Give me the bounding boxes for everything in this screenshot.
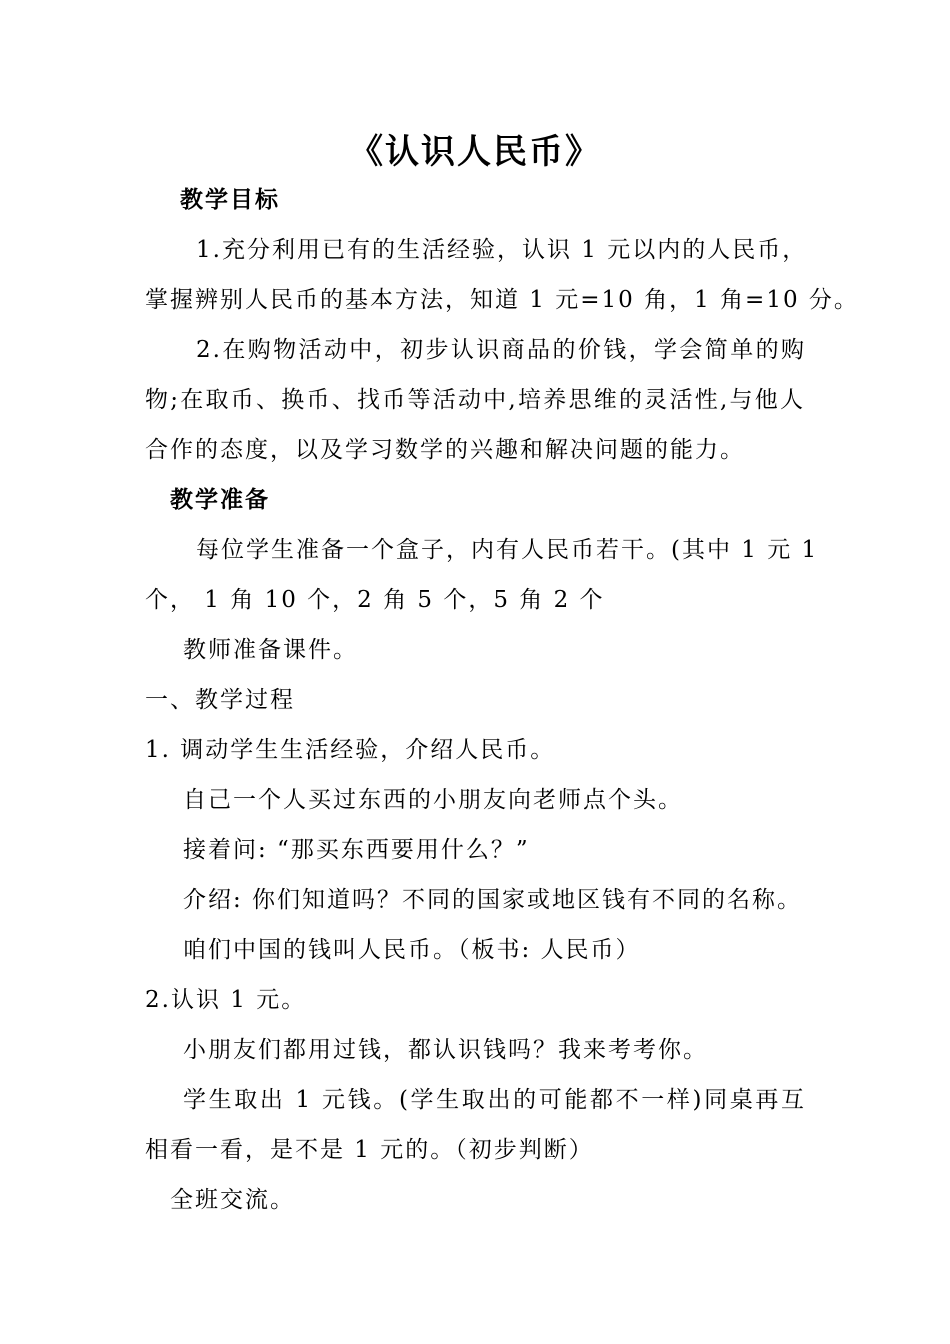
preparation-heading: 教学准备 xyxy=(170,487,270,513)
step-1-line-3: 介绍: 你们知道吗？不同的国家或地区钱有不同的名称。 xyxy=(183,887,803,913)
objective-2-line-2: 物;在取币、换币、找币等活动中,培养思维的灵活性,与他人 xyxy=(145,387,805,413)
step-1-line-4: 咱们中国的钱叫人民币。（板书: 人民币） xyxy=(183,937,641,963)
step-2-line-2b: 相看一看，是不是 1 元的。（初步判断） xyxy=(145,1137,594,1163)
preparation-student-line-1: 每位学生准备一个盒子，内有人民币若干。(其中 1 元 1 xyxy=(196,537,819,563)
objective-2-line-1: 2.在购物活动中，初步认识商品的价钱，学会简单的购 xyxy=(196,337,806,363)
step-2-line-2a: 学生取出 1 元钱。(学生取出的可能都不一样)同桌再互 xyxy=(183,1087,806,1113)
process-heading: 一、教学过程 xyxy=(145,687,295,713)
step-1-line-1: 自己一个人买过东西的小朋友向老师点个头。 xyxy=(183,787,683,813)
objectives-heading: 教学目标 xyxy=(180,187,280,213)
preparation-teacher: 教师准备课件。 xyxy=(183,637,358,663)
step-2-line-3: 全班交流。 xyxy=(170,1187,295,1213)
preparation-student-line-2: 个， 1 角 10 个，2 角 5 个，5 角 2 个 xyxy=(145,587,605,613)
step-1-line-2: 接着问: “那买东西要用什么？” xyxy=(183,837,530,863)
document-title: 《认识人民币》 xyxy=(349,132,601,172)
step-2-line-1: 小朋友们都用过钱，都认识钱吗？我来考考你。 xyxy=(183,1037,708,1063)
objective-1-line-2: 掌握辨别人民币的基本方法，知道 1 元=10 角，1 角=10 分。 xyxy=(145,287,859,313)
step-2-title: 2.认识 1 元。 xyxy=(145,987,307,1013)
objective-1-line-1: 1.充分利用已有的生活经验，认识 1 元以内的人民币， xyxy=(196,237,808,263)
objective-2-line-3: 合作的态度，以及学习数学的兴趣和解决问题的能力。 xyxy=(145,437,745,463)
step-1-title: 1. 调动学生生活经验，介绍人民币。 xyxy=(145,737,556,763)
